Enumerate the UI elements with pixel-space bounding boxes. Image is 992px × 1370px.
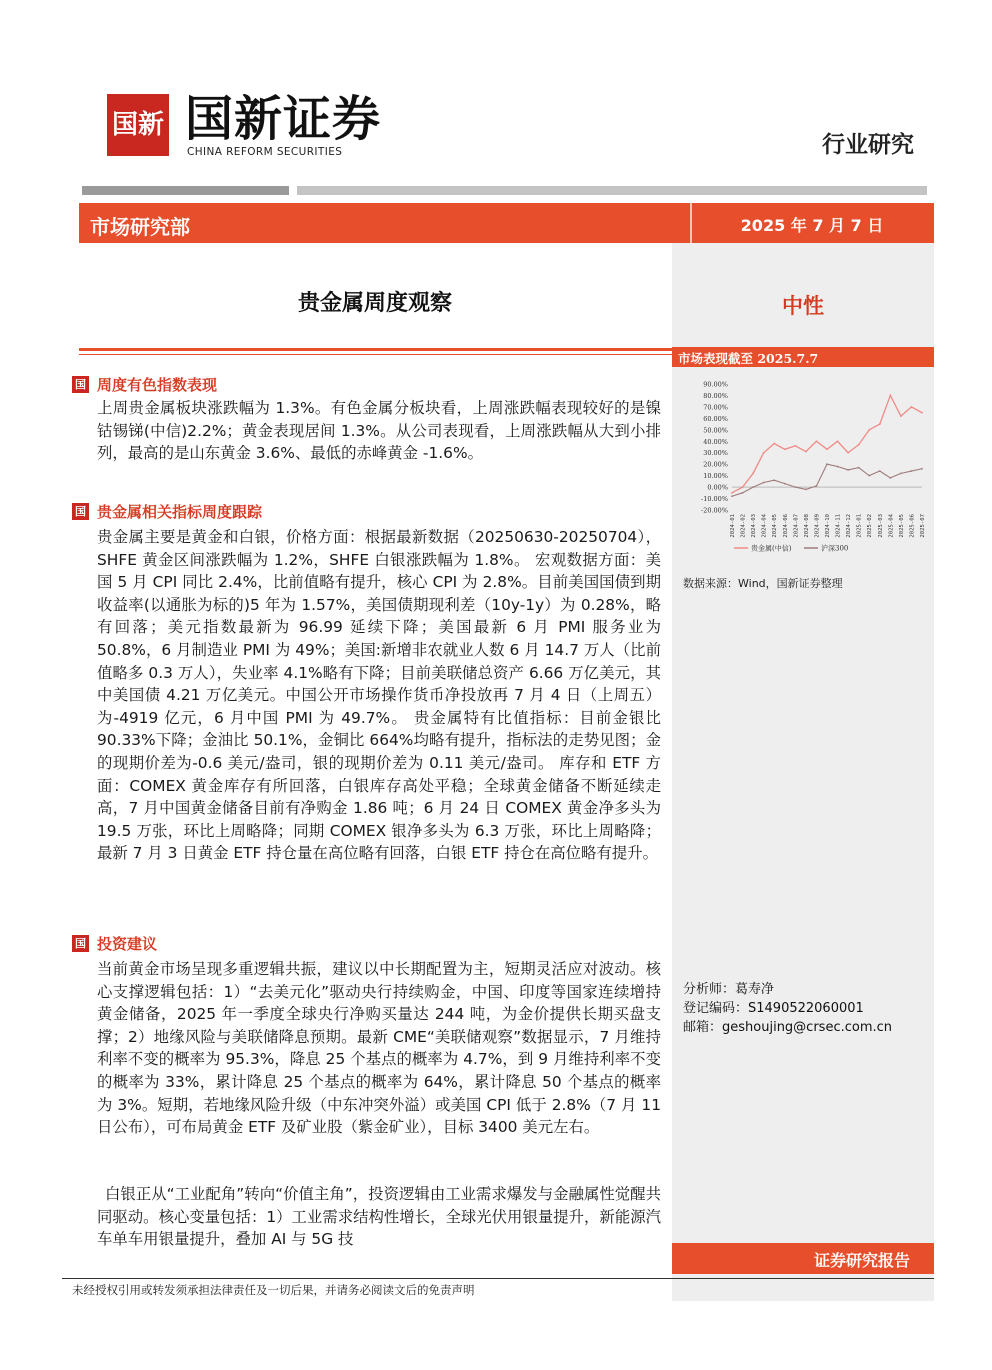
series-point (837, 466, 839, 468)
brand-name-en: CHINA REFORM SECURITIES (187, 146, 343, 158)
series-point (816, 485, 818, 487)
analyst-info (683, 980, 892, 1037)
x-tick-label: 2024-08 (803, 514, 810, 538)
series-point (879, 423, 881, 425)
series-point (900, 472, 902, 474)
chart-source: 数据来源：Wind，国新证券整理 (683, 577, 843, 590)
series-point (794, 445, 796, 447)
series-point (763, 482, 765, 484)
legend-label: 沪深300 (821, 544, 849, 553)
rating-badge: 中性 (782, 293, 824, 318)
series-point (731, 492, 733, 494)
title-underline-thin (79, 354, 673, 355)
x-tick-label: 2025-06 (909, 514, 916, 538)
footer-divider (62, 1278, 934, 1279)
y-tick-label: 10.00% (703, 472, 728, 481)
series-point (784, 448, 786, 450)
y-tick-label: 90.00% (703, 380, 728, 389)
y-tick-label: -20.00% (701, 506, 728, 515)
section-paragraph: 上周贵金属板块涨跌幅为 1.3%。有色金属分板块看，上周涨跌幅表现较好的是镍钴锡锑(中信)2.2%；黄金表现居间 1.3%。从公司表现看，上周涨跌幅从大到小排列，最高的是山东黄金 3.6%、最低的赤峰黄金 -1.6%。 (97, 399, 661, 463)
analyst-email-row (683, 1018, 892, 1037)
title-underline (79, 348, 673, 351)
series-point (858, 444, 860, 446)
x-tick-label: 2024-02 (740, 514, 747, 538)
series-line (732, 395, 922, 492)
series-point (805, 451, 807, 453)
x-tick-label: 2025-02 (867, 514, 874, 538)
analyst-name: 葛寿净 (735, 982, 775, 997)
disclaimer: 未经授权引用或转发须承担法律责任及一切后果，并请务必阅读文后的免责声明 (72, 1283, 475, 1297)
page-title: 贵金属周度观察 (297, 290, 452, 316)
series-point (889, 395, 891, 397)
series-point (837, 440, 839, 442)
analyst-reg-row (683, 999, 892, 1018)
analyst-reg-label: 登记编码： (683, 1001, 749, 1016)
market-performance-chart (672, 370, 930, 570)
y-tick-label: 80.00% (703, 391, 728, 400)
y-tick-label: 70.00% (703, 403, 728, 412)
analyst-email[interactable]: geshoujing@crsec.com.cn (722, 1020, 893, 1035)
x-tick-label: 2024-10 (825, 514, 831, 538)
header-divider-right (297, 186, 927, 195)
section-bullet-icon: 国 (72, 503, 89, 520)
x-tick-label: 2025-01 (856, 514, 863, 538)
series-point (742, 486, 744, 488)
report-date: 2025 年 7 月 7 日 (740, 216, 884, 235)
series-point (900, 415, 902, 417)
x-tick-label: 2025-04 (888, 514, 895, 538)
series-point (773, 443, 775, 445)
x-tick-label: 2024-09 (814, 514, 821, 538)
x-tick-label: 2025-05 (898, 514, 905, 538)
analyst-email-label: 邮箱： (683, 1020, 723, 1035)
series-point (921, 468, 923, 470)
series-point (752, 472, 754, 474)
analyst-reg: S1490522060001 (748, 1001, 864, 1016)
series-point (752, 486, 754, 488)
band-separator (690, 203, 692, 243)
x-tick-label: 2024-12 (846, 514, 853, 538)
x-tick-label: 2024-06 (782, 514, 789, 538)
brand-name-cn: 国新证券 (185, 91, 382, 147)
y-tick-label: 20.00% (703, 460, 728, 469)
series-point (763, 452, 765, 454)
y-tick-label: 30.00% (703, 449, 728, 458)
header-divider-left (82, 186, 289, 195)
series-point (868, 429, 870, 431)
section-paragraph: 白银正从“工业配角”转向“价值主角”，投资逻辑由工业需求爆发与金融属性觉醒共同驱动。核心变量包括：1）工业需求结构性增长，全球光伏用银量提升，新能源汽车单车用银量提升，叠加 AI 与 5G 技 (97, 1185, 661, 1249)
section-bullet-icon: 国 (72, 376, 89, 393)
series-point (794, 486, 796, 488)
section-title: 周度有色指数表现 (97, 376, 218, 394)
series-point (773, 479, 775, 481)
x-tick-label: 2025-07 (920, 514, 926, 538)
series-point (742, 492, 744, 494)
analyst-name-label: 分析师： (683, 982, 736, 997)
series-point (921, 412, 923, 414)
series-point (731, 495, 733, 497)
section-bullet-icon: 国 (72, 935, 89, 952)
series-point (784, 483, 786, 485)
footer-band-label: 证券研究报告 (813, 1251, 910, 1270)
brand-logo-mark: 国新 (107, 94, 169, 156)
series-point (911, 406, 913, 408)
series-point (889, 477, 891, 479)
series-point (826, 463, 828, 465)
x-tick-label: 2024-11 (835, 514, 842, 538)
series-point (879, 470, 881, 472)
series-point (847, 452, 849, 454)
series-point (858, 467, 860, 469)
y-tick-label: 50.00% (703, 426, 728, 435)
series-point (805, 488, 807, 490)
section-title: 投资建议 (97, 935, 158, 953)
x-tick-label: 2024-03 (751, 514, 758, 538)
x-tick-label: 2024-05 (772, 514, 779, 538)
y-tick-label: 60.00% (703, 414, 728, 423)
section-paragraph: 当前黄金市场呈现多重逻辑共振，建议以中长期配置为主，短期灵活应对波动。核心支撑逻辑包括：1）“去美元化”驱动央行持续购金，中国、印度等国家连续增持黄金储备，2025 年一季度全球央行净购买量达 244 吨，为金价提供长期买盘支撑；2）地缘风险与美联储降息预期。最新 CME“美联储观察”数据显示，7 月维持利率不变的概率为 95.3%，降息 25 个基点的概率为 4.7%，到 9 月维持利率不变的概率为 33%，累计降息 25 个基点的概率为 64%，累计降息 50 个基点的概率为 3%。短期，若地缘风险升级（中东冲突外溢）或美国 CPI 低于 2.8%（7 月 11 日公布），可布局黄金 ETF 及矿业股（紫金矿业），目标 3400 美元左右。 (97, 960, 661, 1137)
report-type: 行业研究 (822, 132, 914, 158)
series-point (816, 440, 818, 442)
series-line (732, 464, 922, 496)
series-point (847, 469, 849, 471)
market-label: 市场表现截至 2025.7.7 (678, 351, 819, 366)
y-tick-label: 40.00% (703, 437, 728, 446)
section-paragraph: 贵金属主要是黄金和白银，价格方面：根据最新数据（20250630-20250704），SHFE 黄金区间涨跌幅为 1.2%，SHFE 白银涨跌幅为 1.8%。 宏观数据方面：美国 5 月 CPI 同比 2.4%，比前值略有提升，核心 CPI 为 2.8%。目前美国国债到期收益率(以通胀为标的)5 年为 1.57%，美国债期现利差（10y-1y）为 0.28%，略有回落；美元指数最新为 96.99 延续下降；美国最新 6 月 PMI 服务业为 50.8%，6 月制造业 PMI 为 49%；美国:新增非农就业人数 6 月 14.7 万人（比前值略多 0.3 万人），失业率 4.1%略有下降；目前美联储总资产 6.66 万亿美元，其中美国债 4.21 万亿美元。中国公开市场操作货币净投放再 7 月 4 日（上周五）为-4919 亿元，6 月中国 PMI 为 49.7%。 贵金属特有比值指标：目前金银比 90.33%下降；金油比 50.1%，金铜比 664%均略有提升，指标法的走势见图；金的现期价差为-0.6 美元/盎司，银的现期价差为 0.11 美元/盎司。 库存和 ETF 方面：COMEX 黄金库存有所回落，白银库存高处平稳；全球黄金储备不断延续走高，7 月中国黄金储备目前有净购金 1.86 吨；6 月 24 日 COMEX 黄金净多头为 19.5 万张，环比上周略降；同期 COMEX 银净多头为 6.3 万张，环比上周略降；最新 7 月 3 日黄金 ETF 持仓量在高位略有回落，白银 ETF 持仓在高位略有提升。 (97, 528, 661, 863)
x-tick-label: 2024-04 (761, 514, 768, 538)
x-tick-label: 2024-01 (730, 514, 736, 538)
series-point (868, 475, 870, 477)
section-title: 贵金属相关指标周度跟踪 (97, 503, 263, 521)
legend-label: 贵金属(中信) (751, 544, 792, 553)
y-tick-label: 0.00% (707, 483, 728, 492)
x-tick-label: 2024-07 (793, 514, 800, 538)
y-tick-label: -10.00% (701, 495, 728, 504)
department-label: 市场研究部 (90, 215, 190, 239)
series-point (826, 448, 828, 450)
series-point (911, 470, 913, 472)
x-tick-label: 2025-03 (877, 514, 884, 538)
analyst-name-row (683, 980, 892, 999)
